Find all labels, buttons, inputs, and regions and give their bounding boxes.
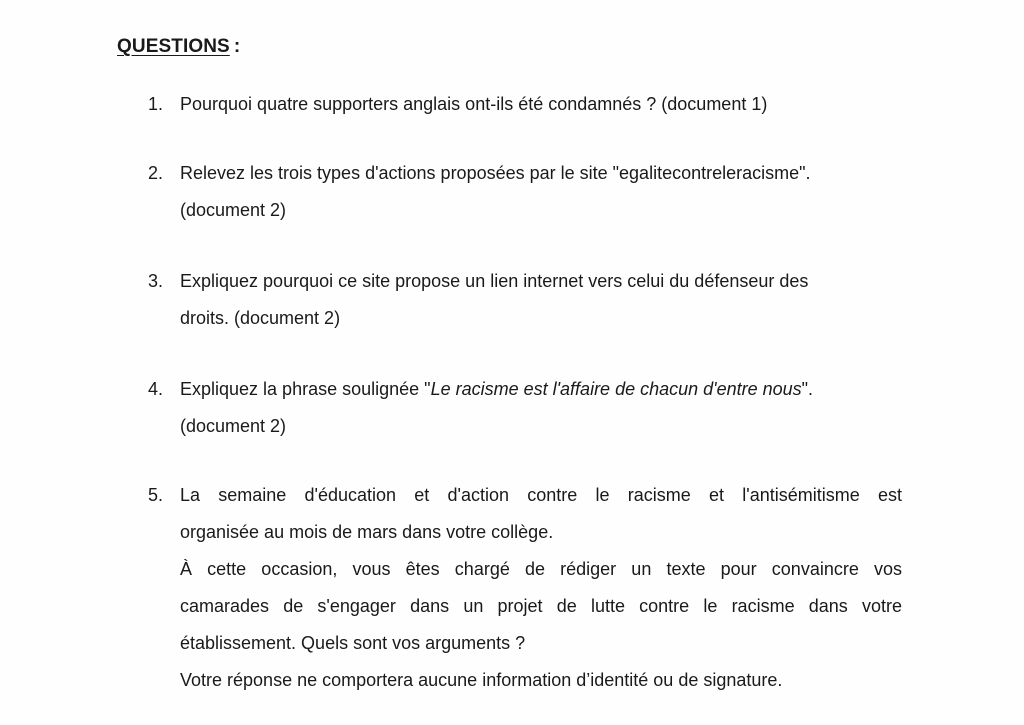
questions-title: QUESTIONS [117, 36, 230, 57]
question-number: 2. [148, 163, 164, 183]
question-text [180, 371, 902, 445]
question-number: 5. [148, 485, 164, 505]
question-line: Relevez les trois types d'actions proposées par le site "egalitecontreleracisme". [180, 163, 811, 183]
question-line: (document 2) [180, 416, 287, 436]
question-line-suffix: ". [801, 379, 814, 399]
question-number: 4. [148, 379, 164, 399]
question-line: droits. (document 2) [180, 308, 341, 328]
question-text [180, 86, 902, 123]
quoted-sentence: Le racisme est l'affaire de chacun d'entre nous [430, 379, 802, 399]
question-line: Votre réponse ne comportera aucune information d’identité ou de signature. [180, 670, 783, 690]
question-line: Pourquoi quatre supporters anglais ont-ils été condamnés ? (document 1) [180, 94, 768, 114]
question-line: établissement. Quels sont vos arguments ? [180, 633, 526, 653]
question-line: La semaine d'éducation et d'action contre le racisme et l'antisémitisme est [180, 485, 902, 505]
question-line: camarades de s'engager dans un projet de lutte contre le racisme dans votre [180, 596, 902, 616]
question-line-prefix: Expliquez la phrase soulignée " [180, 379, 431, 399]
question-text [180, 477, 902, 699]
question-number: 1. [148, 94, 164, 114]
question-line: organisée au mois de mars dans votre collège. [180, 522, 554, 542]
questions-heading [117, 36, 240, 58]
question-line: Expliquez pourquoi ce site propose un lien internet vers celui du défenseur des [180, 271, 809, 291]
question-line: À cette occasion, vous êtes chargé de rédiger un texte pour convaincre vos [180, 559, 902, 579]
question-text [180, 155, 902, 229]
question-text [180, 263, 902, 337]
question-line: (document 2) [180, 200, 287, 220]
question-number: 3. [148, 271, 164, 291]
question-line [180, 371, 902, 408]
questions-colon: : [233, 36, 241, 57]
